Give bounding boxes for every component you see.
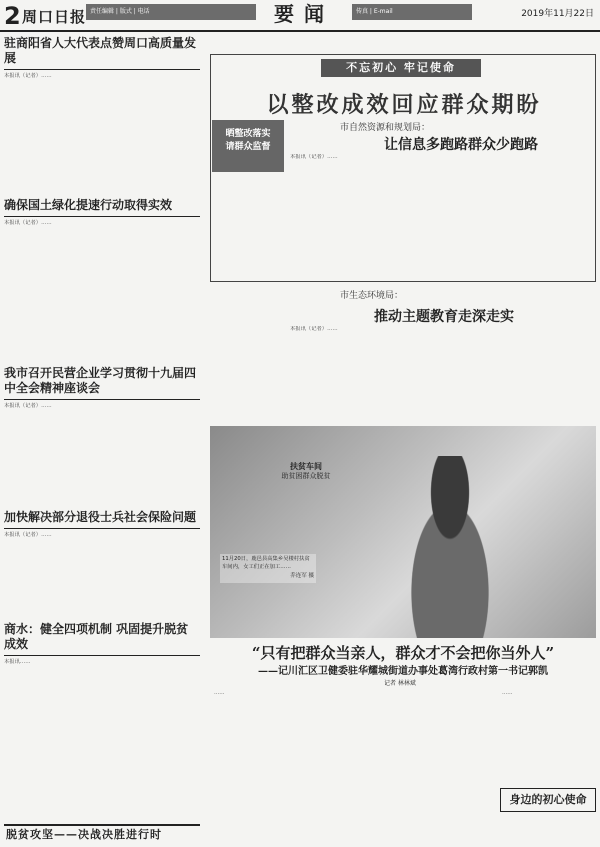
article-3 — [4, 366, 200, 508]
campaign-title: 以整改成效回应群众期盼 — [266, 92, 542, 118]
article-headline: 驻商阳省人大代表点赞周口高质量发展 — [4, 36, 200, 70]
article-body: 本报讯…… — [4, 659, 31, 665]
article-headline: 确保国土绿化提速行动取得实效 — [4, 198, 200, 217]
feature-body: …… — [214, 690, 225, 696]
editor-info-bar: 责任编辑 | 版式 | 电话 — [86, 4, 256, 20]
article-body-block — [290, 326, 590, 420]
section-title: 要闻 — [274, 2, 334, 26]
feature-body: …… — [502, 690, 513, 696]
article-kicker: 市生态环境局： — [340, 291, 404, 301]
byline: 记者 林林斌 — [384, 680, 416, 687]
campaign-banner: 不忘初心 牢记使命 — [321, 59, 481, 77]
article-title: 让信息多跑路群众少跑路 — [384, 137, 538, 153]
article-body: 本报讯（记者）…… — [4, 73, 52, 79]
article-title: 推动主题教育走深走实 — [374, 309, 514, 325]
article-body: 本报讯（记者）…… — [290, 326, 338, 332]
article-5 — [4, 622, 200, 822]
feature-body-block — [214, 690, 496, 840]
left-column — [4, 36, 200, 824]
article-headline: 加快解决部分退役士兵社会保险问题 — [4, 510, 200, 529]
article-body: 本报讯（记者）…… — [4, 220, 52, 226]
feature-title: “只有把群众当亲人，群众才不会把你当外人” — [251, 644, 555, 662]
feature-subtitle: ——记川汇区卫健委驻华耀城街道办事处葛湾行政村第一书记郭凯 — [258, 666, 548, 677]
right-area — [204, 36, 596, 844]
article-4 — [4, 510, 200, 620]
article-1 — [4, 36, 200, 196]
column-label: 身边的初心使命 — [500, 788, 596, 812]
article-body-block — [290, 154, 590, 272]
article-body: 本报讯（记者）…… — [290, 154, 338, 160]
paper-name: 周口日报 — [22, 8, 87, 26]
article-headline: 商水：健全四项机制 巩固提升脱贫成效 — [4, 622, 200, 656]
feature-body-side — [502, 690, 596, 784]
article-body: 本报讯（记者）…… — [4, 532, 52, 538]
worker-figure — [390, 456, 510, 638]
caption-text: 11月20日，鹿邑县高集乡吴楼村扶贫车间内，女工们正在加工…… — [222, 556, 310, 570]
news-photo — [210, 426, 596, 638]
photo-label-line2: 助贫困群众脱贫 — [281, 472, 331, 480]
masthead — [0, 0, 600, 32]
article-headline: 我市召开民营企业学习贯彻十九届四中全会精神座谈会 — [4, 366, 200, 400]
page-number: 2 — [4, 2, 21, 30]
photo-label — [276, 462, 336, 481]
photo-credit: 乔连军 摄 — [290, 573, 314, 579]
issue-date: 2019年11月22日 — [521, 9, 594, 19]
photo-caption — [220, 554, 316, 583]
footer-column-banner: 脱贫攻坚——决战决胜进行时 — [4, 824, 200, 842]
article-2 — [4, 198, 200, 364]
contact-info-bar: 传真 | E-mail — [352, 4, 472, 20]
article-kicker: 市自然资源和规划局： — [340, 123, 431, 133]
photo-label-line1: 扶贫车间 — [290, 462, 322, 471]
article-body: 本报讯（记者）…… — [4, 403, 52, 409]
side-badge: 晒整改落实 请群众监督 — [212, 120, 284, 172]
